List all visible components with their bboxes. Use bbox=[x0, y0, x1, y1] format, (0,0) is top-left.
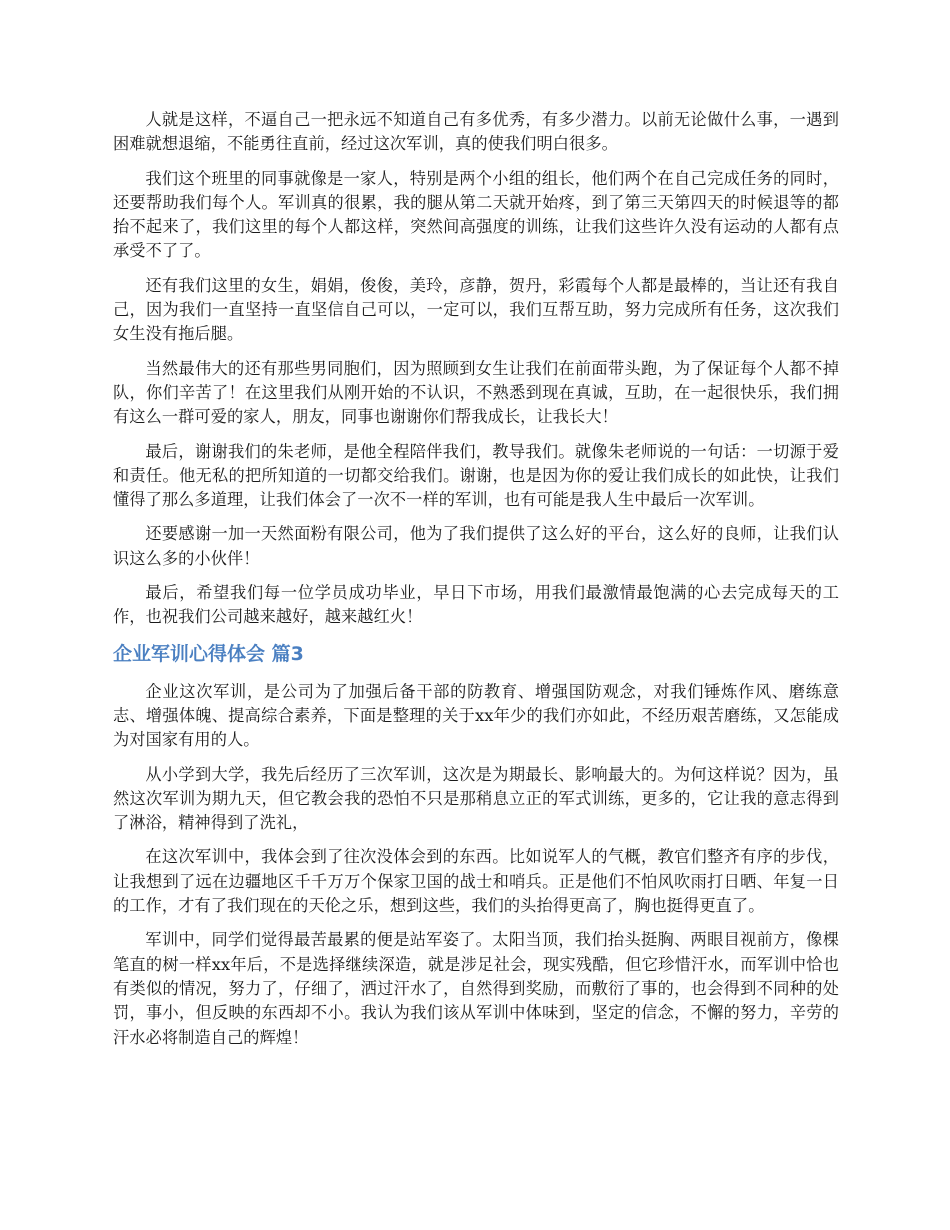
paragraph: 企业这次军训，是公司为了加强后备干部的防教育、增强国防观念，对我们锤炼作风、磨练意志、增强体魄、提高综合素养，下面是整理的关于xx年少的我们亦如此，不经历艰苦磨练，又怎能成为对国家有用的人。 bbox=[113, 681, 839, 750]
document-page bbox=[113, 108, 839, 1060]
paragraph: 在这次军训中，我体会到了往次没体会到的东西。比如说军人的气概，教官们整齐有序的步伐，让我想到了远在边疆地区千千万万个保家卫国的战士和哨兵。正是他们不怕风吹雨打日晒、年复一日的工作，才有了我们现在的天伦之乐，想到这些，我们的头抬得更高了，胸也挺得更直了。 bbox=[113, 847, 839, 916]
paragraph: 从小学到大学，我先后经历了三次军训，这次是为期最长、影响最大的。为何这样说？因为，虽然这次军训为期九天，但它教会我的恐怕不只是那稍息立正的军式训练，更多的，它让我的意志得到了淋浴，精神得到了洗礼， bbox=[113, 764, 839, 833]
paragraph: 人就是这样，不逼自己一把永远不知道自己有多优秀，有多少潜力。以前无论做什么事，一遇到困难就想退缩，不能勇往直前，经过这次军训，真的使我们明白很多。 bbox=[113, 110, 839, 154]
paragraph: 还有我们这里的女生，娟娟，俊俊，美玲，彦静，贺丹，彩霞每个人都是最棒的，当让还有我自己，因为我们一直坚持一直坚信自己可以，一定可以，我们互帮互助，努力完成所有任务，这次我们女生没有拖后腿。 bbox=[113, 275, 839, 344]
section-heading: 企业军训心得体会 篇3 bbox=[113, 642, 304, 665]
paragraph: 还要感谢一加一天然面粉有限公司，他为了我们提供了这么好的平台，这么好的良师，让我们认识这么多的小伙伴！ bbox=[113, 524, 839, 568]
paragraph: 当然最伟大的还有那些男同胞们，因为照顾到女生让我们在前面带头跑，为了保证每个人都不掉队，你们辛苦了！在这里我们从刚开始的不认识，不熟悉到现在真诚，互助，在一起很快乐，我们拥有这么一群可爱的家人，朋友，同事也谢谢你们帮我成长，让我长大！ bbox=[113, 358, 839, 427]
paragraph: 我们这个班里的同事就像是一家人，特别是两个小组的组长，他们两个在自己完成任务的同时，还要帮助我们每个人。军训真的很累，我的腿从第二天就开始疼，到了第三天第四天的时候退等的都抬不起来了，我们这里的每个人都这样，突然间高强度的训练，让我们这些许久没有运动的人都有点承受不了了。 bbox=[113, 168, 839, 261]
paragraph: 最后，希望我们每一位学员成功毕业，早日下市场，用我们最激情最饱满的心去完成每天的工作，也祝我们公司越来越好，越来越红火！ bbox=[113, 583, 839, 627]
paragraph: 军训中，同学们觉得最苦最累的便是站军姿了。太阳当顶，我们抬头挺胸、两眼目视前方，像棵笔直的树一样xx年后，不是选择继续深造，就是涉足社会，现实残酷，但它珍惜汗水，而军训中恰也有类似的情况，努力了，仔细了，洒过汗水了，自然得到奖励，而敷衍了事的，也会得到不同种的处罚，事小，但反映的东西却不小。我认为我们该从军训中体味到，坚定的信念，不懈的努力，辛劳的汗水必将制造自己的辉煌！ bbox=[113, 930, 839, 1047]
paragraph: 最后，谢谢我们的朱老师，是他全程陪伴我们，教导我们。就像朱老师说的一句话：一切源于爱和责任。他无私的把所知道的一切都交给我们。谢谢，也是因为你的爱让我们成长的如此快，让我们懂得了那么多道理，让我们体会了一次不一样的军训，也有可能是我人生中最后一次军训。 bbox=[113, 441, 839, 510]
